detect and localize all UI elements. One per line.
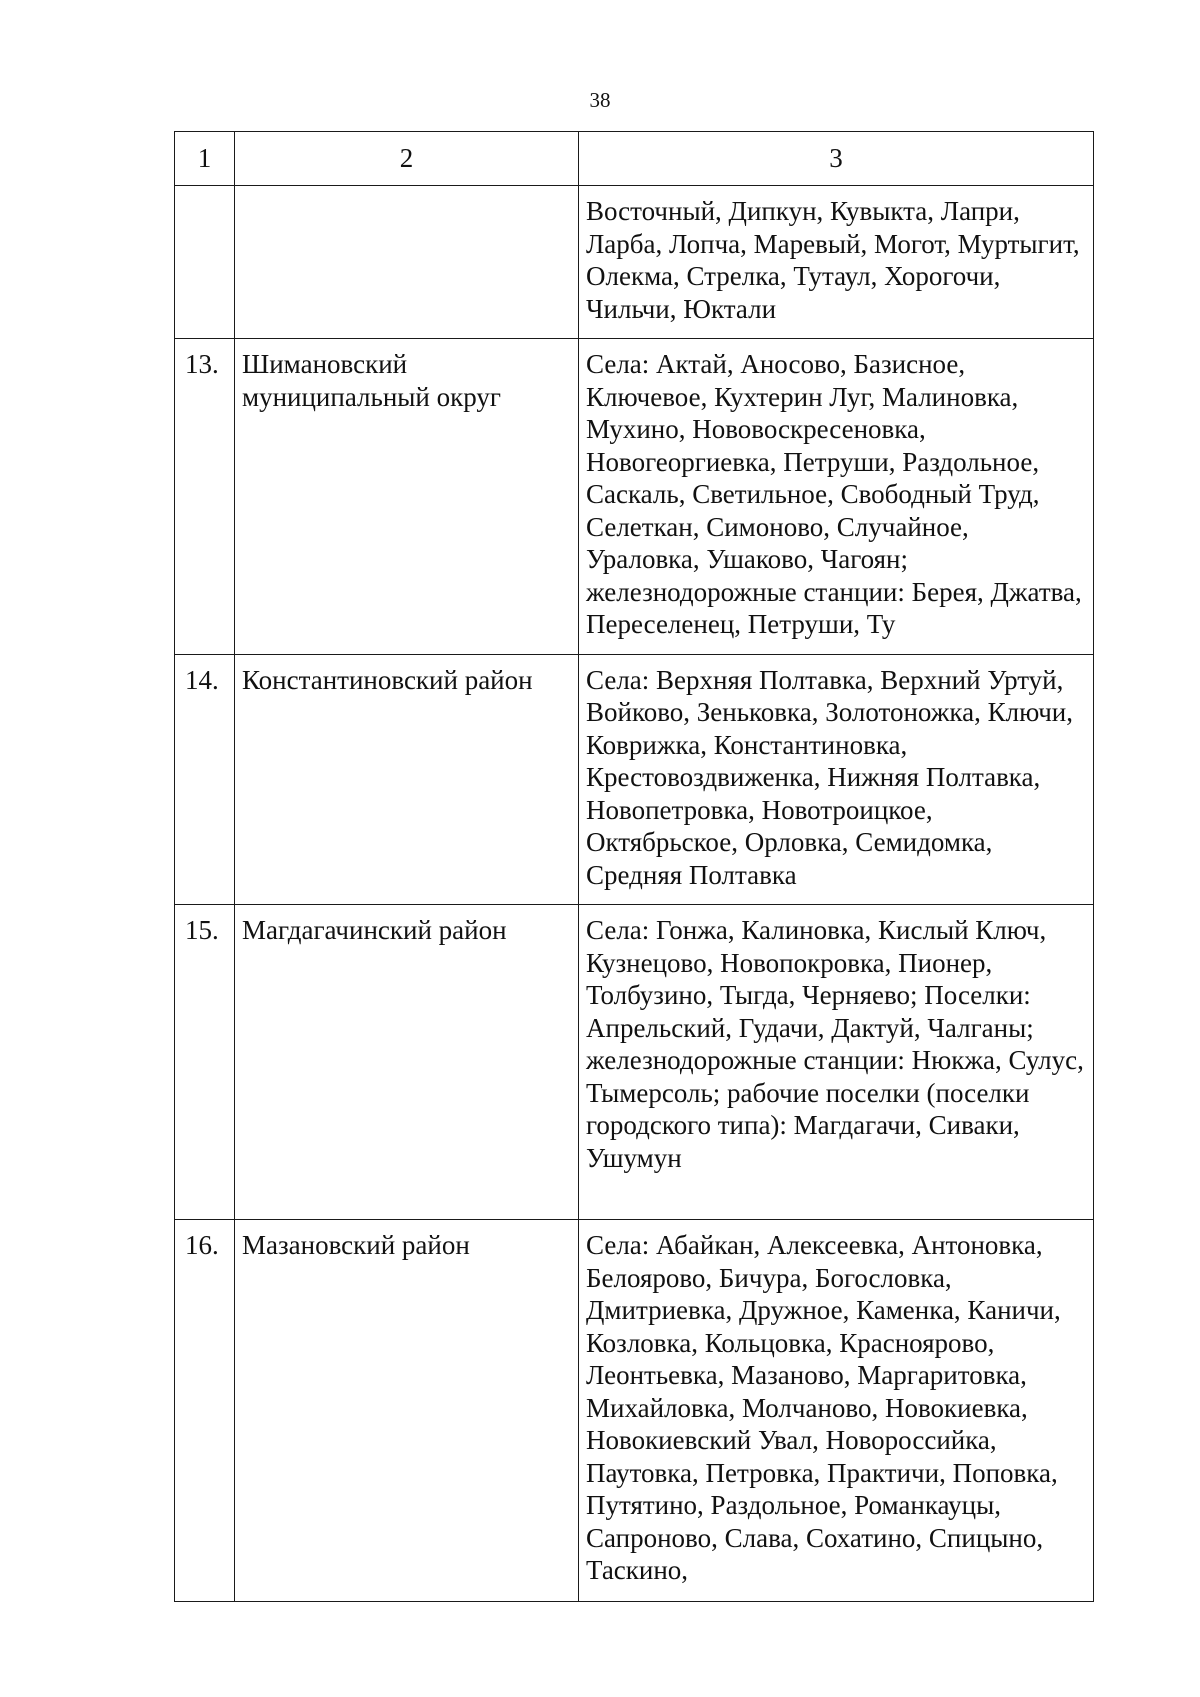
row-number: 15. bbox=[175, 905, 235, 1220]
table-row bbox=[175, 905, 1094, 1220]
settlements-list: Села: Актай, Аносово, Базисное, Ключевое, Кухтерин Луг, Малиновка, Мухино, Нововоскресеновка, Новогеоргиевка, Петруши, Раздольное, Саскаль, Светильное, Свободный Труд, Селеткан, Симоново, Случайное, Ураловка, Ушаково, Чагоян; железнодорожные станции: Берея, Джатва, Переселенец, Петруши, Ту bbox=[579, 339, 1094, 655]
table-header-row bbox=[175, 132, 1094, 186]
row-number bbox=[175, 186, 235, 339]
district-name: Мазановский район bbox=[235, 1220, 579, 1602]
district-name: Магдагачинский район bbox=[235, 905, 579, 1220]
settlements-table bbox=[174, 131, 1094, 1602]
row-number: 14. bbox=[175, 654, 235, 905]
table-row bbox=[175, 1220, 1094, 1602]
table-row bbox=[175, 339, 1094, 655]
column-header-2: 2 bbox=[235, 132, 579, 186]
settlements-list: Села: Гонжа, Калиновка, Кислый Ключ, Кузнецово, Новопокровка, Пионер, Толбузино, Тыгда, Черняево; Поселки: Апрельский, Гудачи, Дактуй, Чалганы; железнодорожные станции: Нюкжа, Сулус, Тымерсоль; рабочие поселки (поселки городского типа): Магдагачи, Сиваки, Ушумун bbox=[579, 905, 1094, 1220]
table-row bbox=[175, 654, 1094, 905]
district-name bbox=[235, 186, 579, 339]
settlements-list: Села: Абайкан, Алексеевка, Антоновка, Белоярово, Бичура, Богословка, Дмитриевка, Дружное, Каменка, Каничи, Козловка, Кольцовка, Красноярово, Леонтьевка, Мазаново, Маргаритовка, Михайловка, Молчаново, Новокиевка, Новокиевский Увал, Новороссийка, Паутовка, Петровка, Практичи, Поповка, Путятино, Раздольное, Романкауцы, Сапроново, Слава, Сохатино, Спицыно, Таскино, bbox=[579, 1220, 1094, 1602]
row-number: 13. bbox=[175, 339, 235, 655]
table-row bbox=[175, 186, 1094, 339]
page-number: 38 bbox=[589, 88, 611, 112]
district-name: Шимановский муниципальный округ bbox=[235, 339, 579, 655]
district-name: Константиновский район bbox=[235, 654, 579, 905]
settlements-list: Села: Верхняя Полтавка, Верхний Уртуй, Войково, Зеньковка, Золотоножка, Ключи, Коврижка, Константиновка, Крестовоздвиженка, Нижняя Полтавка, Новопетровка, Новотроицкое, Октябрьское, Орловка, Семидомка, Средняя Полтавка bbox=[579, 654, 1094, 905]
column-header-3: 3 bbox=[579, 132, 1094, 186]
row-number: 16. bbox=[175, 1220, 235, 1602]
column-header-1: 1 bbox=[175, 132, 235, 186]
settlements-list: Восточный, Дипкун, Кувыкта, Лапри, Ларба, Лопча, Маревый, Могот, Муртыгит, Олекма, Стрелка, Тутаул, Хорогочи, Чильчи, Юктали bbox=[579, 186, 1094, 339]
